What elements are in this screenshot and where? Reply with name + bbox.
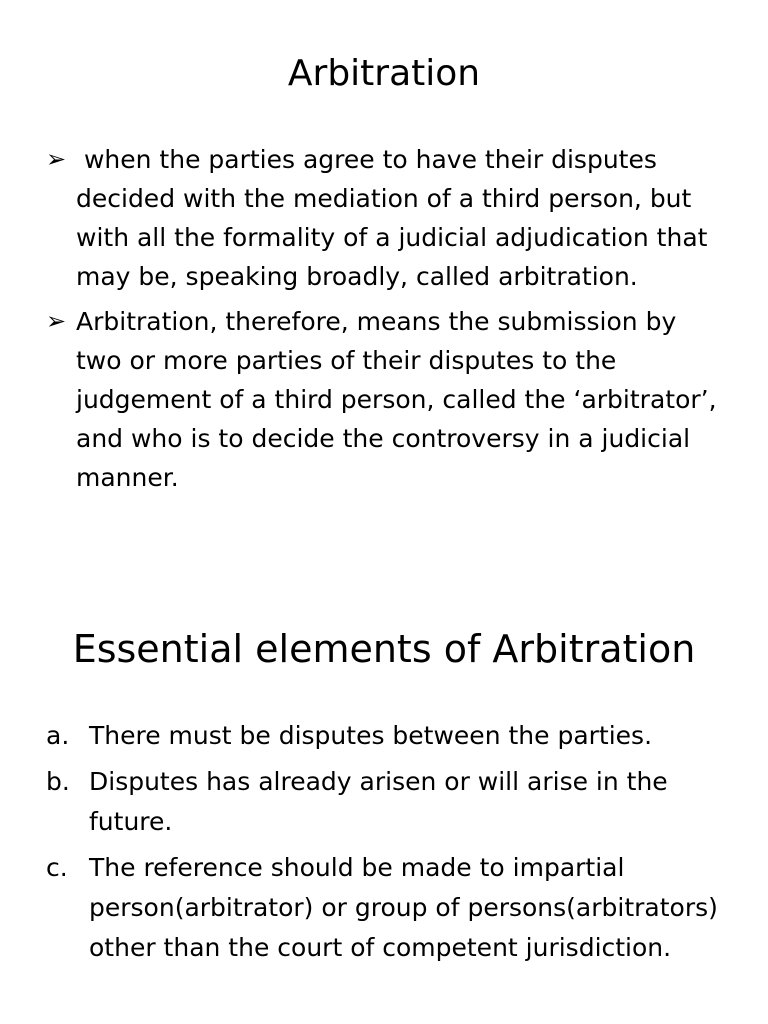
bullet-item	[46, 302, 728, 497]
arrow-bullet-icon: ➢	[46, 307, 67, 335]
list-marker: c.	[46, 853, 68, 882]
list-marker: b.	[46, 767, 70, 796]
bullet-text: when the parties agree to have their disputes decided with the mediation of a third person, but with all the formality of a judicial adjudication that may be, speaking broadly, called arbitration.	[76, 145, 716, 291]
slide-essential-elements	[0, 600, 768, 1024]
bullet-text: Arbitration, therefore, means the submission by two or more parties of their disputes to the judgement of a third person, called the ‘arbitrator’, and who is to decide the controversy in a judicial manner.	[76, 307, 717, 492]
arrow-bullet-icon: ➢	[46, 145, 67, 173]
list-item	[46, 762, 728, 842]
list-item-text: Disputes has already arisen or will arise in the future.	[89, 767, 668, 836]
list-item	[46, 716, 728, 756]
list-item	[46, 848, 728, 968]
slide-title: Essential elements of Arbitration	[72, 627, 696, 671]
lettered-list	[46, 716, 728, 974]
list-item-text: The reference should be made to impartial person(arbitrator) or group of persons(arbitrators) other than the court of competent jurisdiction.	[89, 853, 718, 962]
bullet-item	[46, 140, 728, 296]
bullet-list	[46, 140, 728, 503]
list-marker: a.	[46, 721, 70, 750]
list-item-text: There must be disputes between the parties.	[89, 721, 653, 750]
slide-title: Arbitration	[287, 53, 481, 94]
